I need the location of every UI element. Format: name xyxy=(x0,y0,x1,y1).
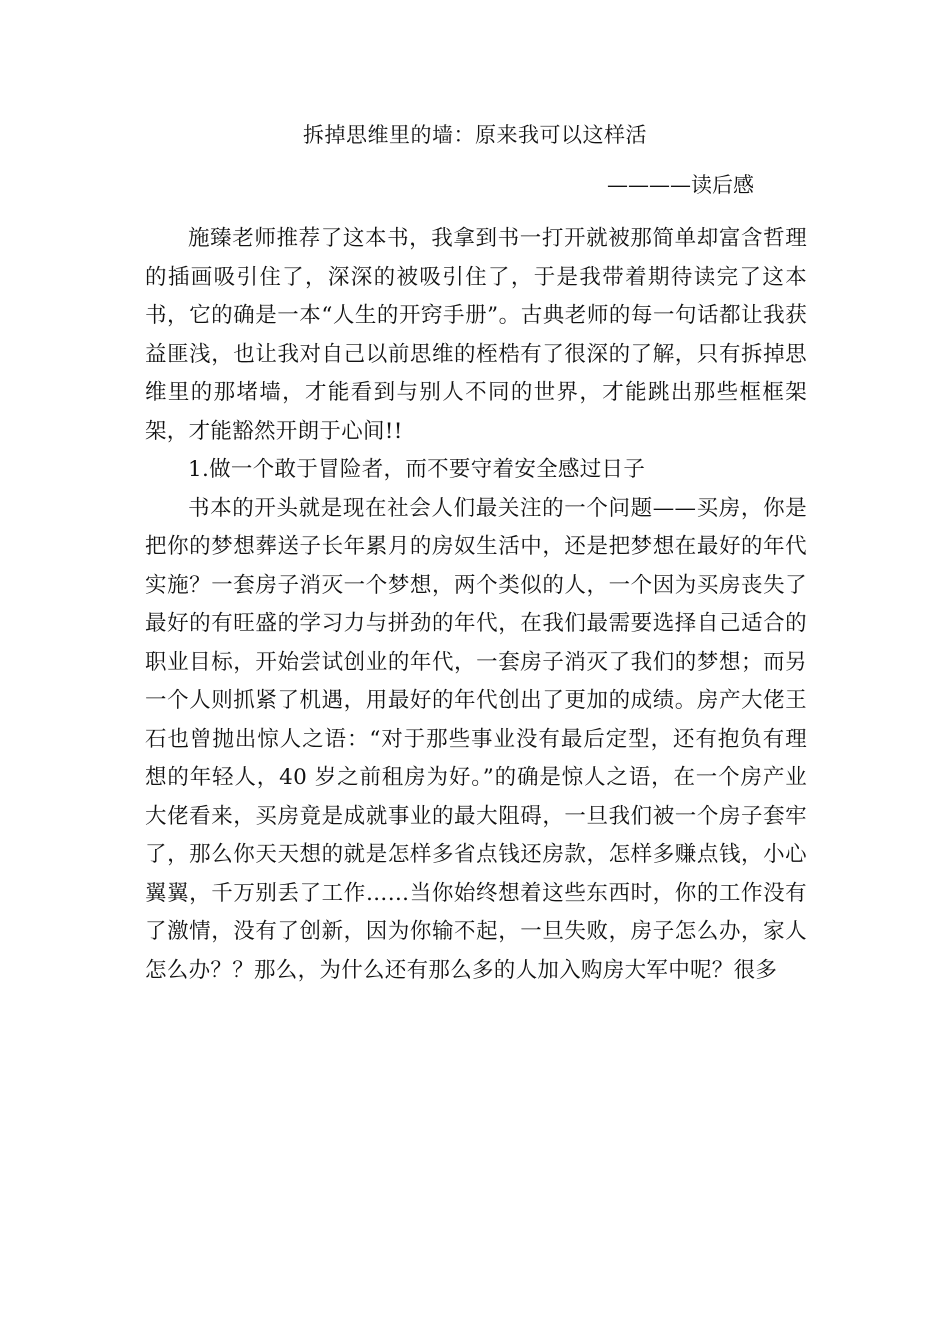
paragraph-section-1: 书本的开头就是现在社会人们最关注的一个问题——买房，你是把你的梦想葬送子长年累月的房奴生活中，还是把梦想在最好的年代实施？一套房子消灭一个梦想，两个类似的人，一个因为买房丧失了最好的有旺盛的学习力与拼劲的年代，在我们最需要选择自己适合的职业目标，开始尝试创业的年代，一套房子消灭了我们的梦想；而另一个人则抓紧了机遇，用最好的年代创出了更加的成绩。房产大佬王石也曾抛出惊人之语：“对于那些事业没有最后定型，还有抱负有理想的年轻人，40 岁之前租房为好。”的确是惊人之语，在一个房产业大佬看来，买房竟是成就事业的最大阻碍，一旦我们被一个房子套牢了，那么你天天想的就是怎样多省点钱还房款，怎样多赚点钱，小心翼翼，千万别丢了工作……当你始终想着这些东西时，你的工作没有了激情，没有了创新，因为你输不起，一旦失败，房子怎么办，家人怎么办？？那么，为什么还有那么多的人加入购房大军中呢？很多 xyxy=(145,495,807,983)
paragraph-intro: 施臻老师推荐了这本书，我拿到书一打开就被那简单却富含哲理的插画吸引住了，深深的被吸引住了，于是我带着期待读完了这本书，它的确是一本“人生的开窍手册”。古典老师的每一句话都让我获益匪浅，也让我对自己以前思维的桎梏有了很深的了解，只有拆掉思维里的那堵墙，才能看到与别人不同的世界，才能跳出那些框框架架，才能豁然开朗于心间!! xyxy=(145,226,807,444)
document-body xyxy=(145,220,807,990)
document-title: 拆掉思维里的墙：原来我可以这样活 xyxy=(303,123,647,147)
section-heading-1: 1.做一个敢于冒险者，而不要守着安全感过日子 xyxy=(188,457,646,482)
document-subtitle: ————读后感 xyxy=(607,173,754,197)
